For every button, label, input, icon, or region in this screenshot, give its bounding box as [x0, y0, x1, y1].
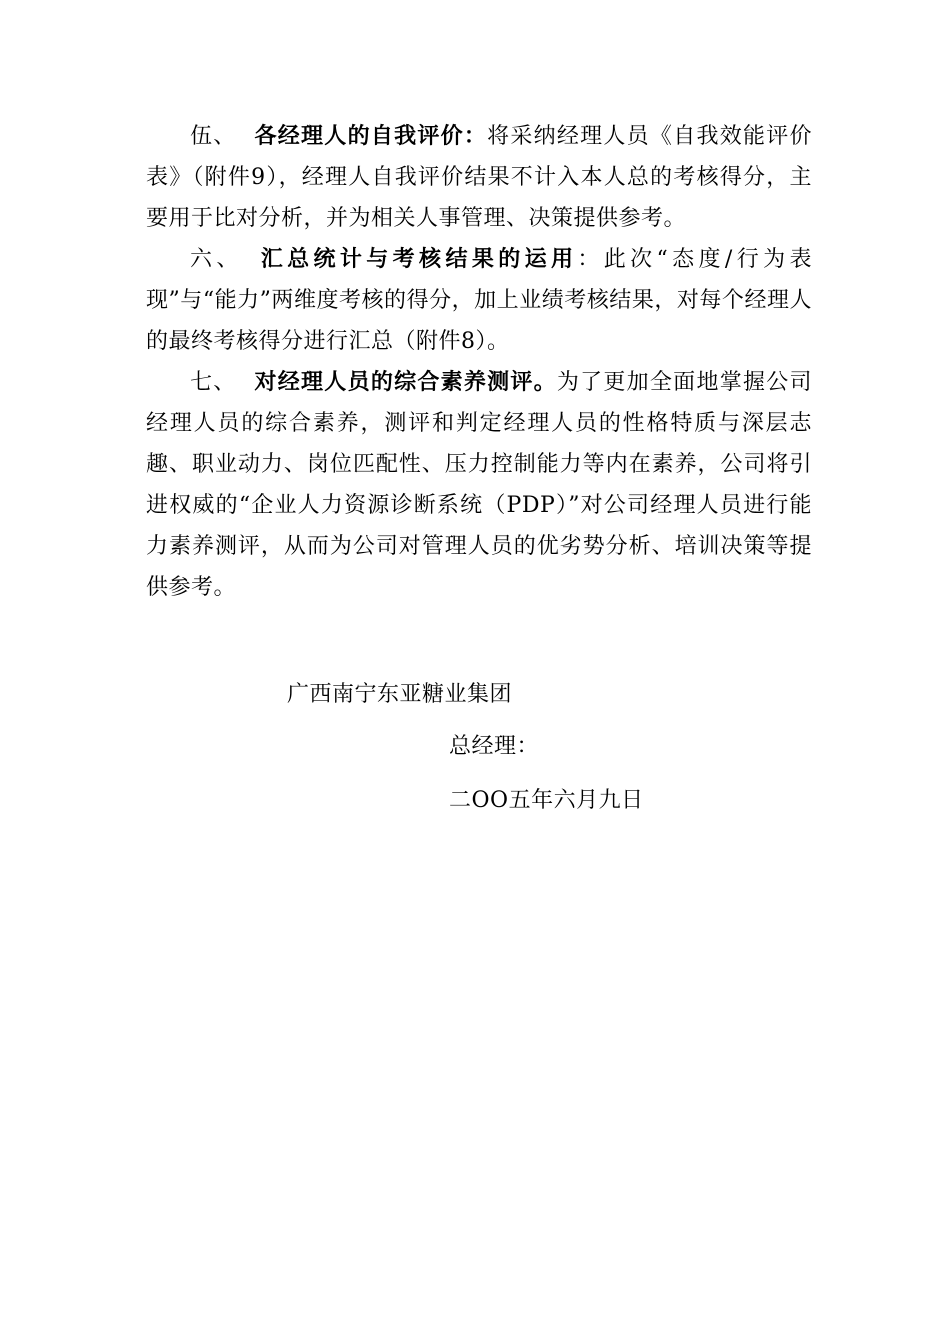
paragraph-heading: 对经理人员的综合素养测评。 — [254, 369, 557, 395]
paragraph-self-evaluation — [146, 116, 812, 239]
paragraph-comprehensive-assessment — [146, 362, 812, 608]
paragraph-heading: 各经理人的自我评价： — [254, 123, 488, 149]
paragraph-number: 七、 — [190, 370, 237, 395]
paragraph-heading: 汇总统计与考核结果的运用 — [260, 246, 578, 272]
paragraph-summary-statistics — [146, 239, 812, 362]
signature-company: 广西南宁东亚糖业集团 — [287, 682, 513, 707]
signature-date: 二OO五年六月九日 — [449, 788, 644, 813]
signature-title: 总经理： — [449, 734, 540, 759]
paragraph-text: 将采纳经理人员《自我效能评价表》（附件9），经理人自我评价结果不计入本人总的考核得分，主要用于比对分析，并为相关人事管理、决策提供参考。 — [146, 124, 812, 231]
paragraph-text: 为了更加全面地掌握公司经理人员的综合素养，测评和判定经理人员的性格特质与深层志趣、职业动力、岗位匹配性、压力控制能力等内在素养，公司将引进权威的“企业人力资源诊断系统（PDP）”对公司经理人员进行能力素养测评，从而为公司对管理人员的优劣势分析、培训决策等提供参考。 — [146, 370, 812, 600]
paragraph-text: ：此次“态度/行为表现”与“能力”两维度考核的得分，加上业绩考核结果，对每个经理人的最终考核得分进行汇总（附件8）。 — [146, 247, 812, 354]
paragraph-number: 六、 — [190, 247, 243, 272]
paragraph-number: 伍、 — [190, 124, 237, 149]
document-body — [146, 116, 812, 608]
